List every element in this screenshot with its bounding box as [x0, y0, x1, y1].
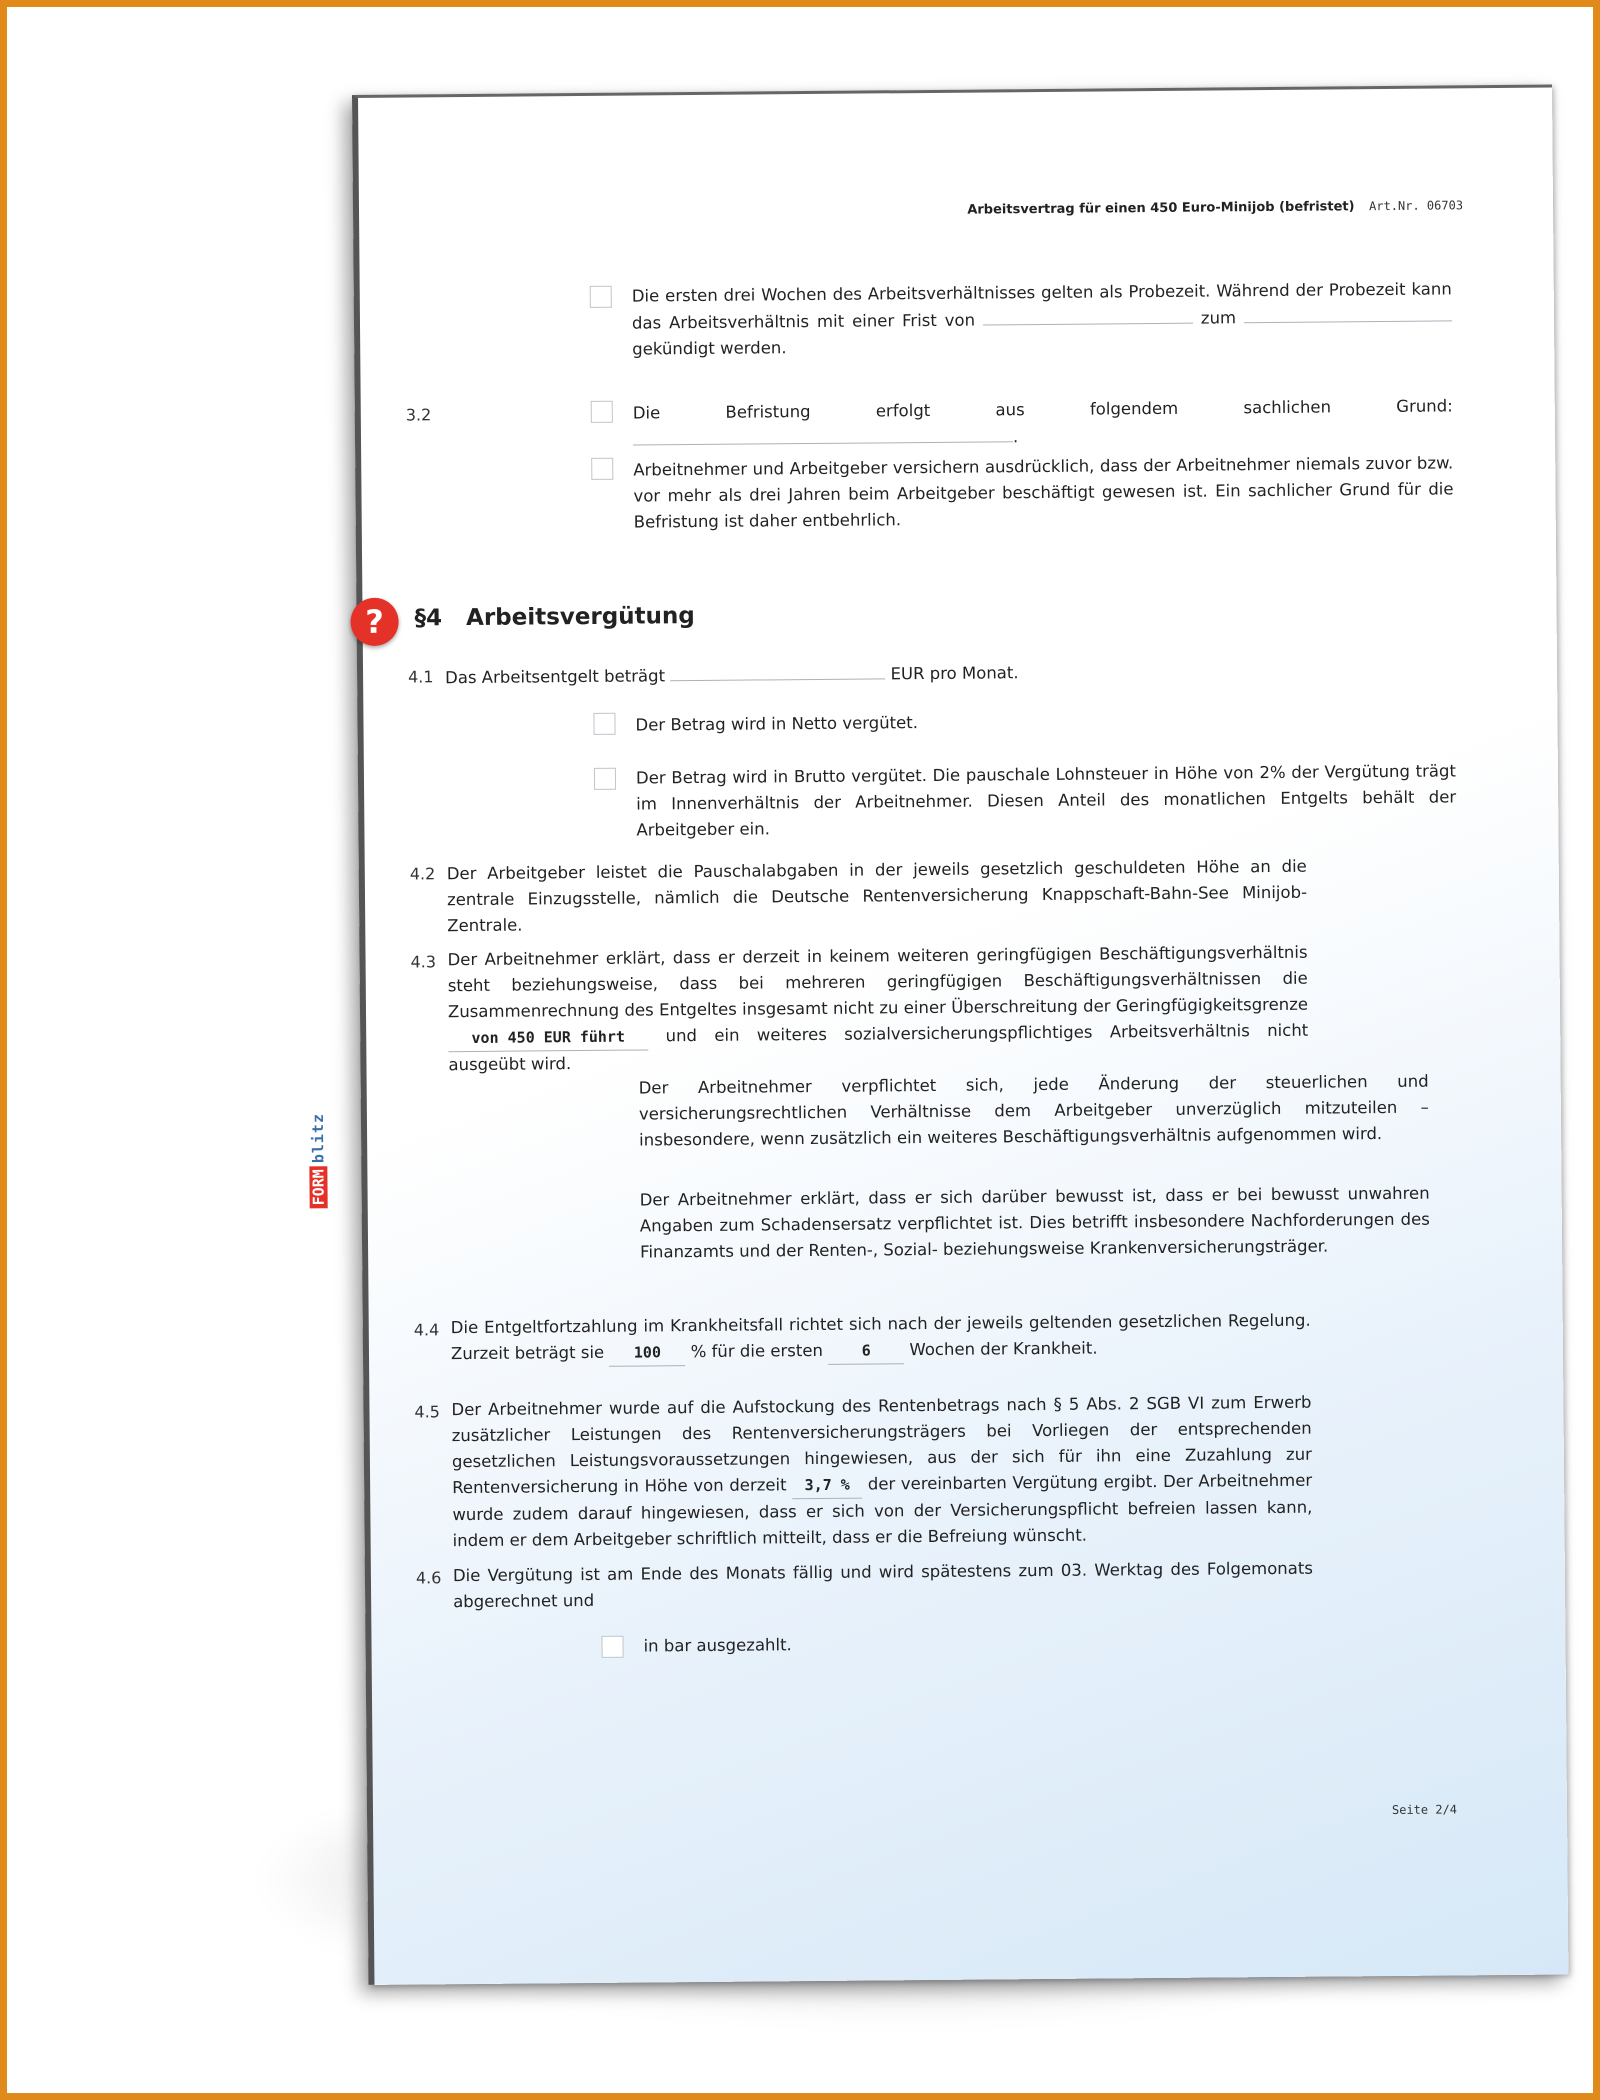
section-heading-4	[414, 603, 694, 631]
arbeitsentgelt-field[interactable]	[670, 660, 885, 681]
clause-number-4-4: 4.4	[413, 1320, 440, 1340]
option-netto: Der Betrag wird in Netto vergütet.	[635, 713, 919, 735]
clause-3-2-text: Die Befristung erfolgt aus folgendem sachlichen Grund: .	[632, 396, 1453, 447]
frist-field[interactable]	[983, 305, 1193, 326]
clause-4-3-para-3: Der Arbeitnehmer erklärt, dass er sich darüber bewusst ist, dass er bei bewusst unwahren Angaben zum Schadensersatz verpflichtet ist. Dies betrifft insbesondere Nachforderungen des Finanzamts und der Renten-, Sozial- beziehungsweise Krankenversicherungsträger.	[639, 1183, 1430, 1262]
document-page-wrap	[308, 84, 1576, 1984]
clause-number-4-2: 4.2	[409, 864, 436, 884]
checkbox-netto[interactable]	[593, 713, 615, 735]
clause-number-4-1: 4.1	[407, 667, 434, 687]
checkbox-bar-ausgezahlt[interactable]	[601, 1636, 623, 1658]
logo-form: FORM	[309, 1166, 327, 1208]
document-page	[308, 85, 1568, 1985]
page-number: Seite 2/4	[1391, 1802, 1458, 1817]
clause-3-2-option-2: Arbeitnehmer und Arbeitgeber versichern ausdrücklich, dass der Arbeitnehmer niemals zuvor bzw. vor mehr als drei Jahren beim Arbeitgeber beschäftigt gewesen ist. Ein sachlicher Grund für die Befristung ist daher entbehrlich.	[633, 453, 1454, 532]
clause-4-4-text: Die Entgeltfortzahlung im Krankheitsfall richtet sich nach der jeweils geltenden gesetzlichen Regelung. Zurzeit beträgt sie 100 % für die ersten 6 Wochen der Krankheit.	[451, 1308, 1311, 1369]
clause-4-3-para-2: Der Arbeitnehmer verpflichtet sich, jede Änderung der steuerlichen und versicherungsrechtlichen Verhältnisse dem Arbeitgeber unverzüglich mitzuteilen – insbesondere, wenn zusätzlich ein weiteres Beschäftigungsverhältnis aufgenommen wird.	[638, 1071, 1429, 1150]
section-number: §4	[414, 605, 443, 632]
option-bar-ausgezahlt: in bar ausgezahlt.	[643, 1635, 792, 1656]
document-title: Arbeitsvertrag für einen 450 Euro-Minijob (befristet)	[967, 199, 1355, 218]
clause-4-6-text: Die Vergütung ist am Ende des Monats fällig und wird spätestens zum 03. Werktag des Folgemonats abgerechnet und	[452, 1558, 1313, 1612]
clause-4-5-text: Der Arbeitnehmer wurde auf die Aufstockung des Rentenbetrags nach § 5 Abs. 2 SGB VI zum Erwerb zusätzlicher Leistungen des Rentenversicherungsträgers bei Vorliegen der entsprechenden gesetzlichen Leistungsvoraussetzungen hingewiesen, aus der sich für ihn eine Zuzahlung zur Rentenversicherung in Höhe von derzeit 3,7 % der vereinbarten Vergütung ergibt. Der Arbeitnehmer wurde zudem darauf hingewiesen, dass er sich von der Versicherungspflicht befreien lassen kann, indem er dem Arbeitgeber schriftlich mitteilt, dass er die Befreiung wünscht.	[451, 1392, 1313, 1551]
clause-4-3-text: Der Arbeitnehmer erklärt, dass er derzeit in keinem weiteren geringfügigen Beschäftigungsverhältnis steht beziehungsweise, dass bei mehreren geringfügigen Beschäftigungsverhältnissen die Zusammenrechnung des Entgeltes insgesamt nicht zu einer Überschreitung der Geringfügigkeitsgrenze von 450 EUR führt und ein weiteres sozialversicherungspflichtiges Arbeitsverhältnis nicht ausgeübt wird.	[447, 942, 1309, 1075]
option-brutto: Der Betrag wird in Brutto vergütet. Die pauschale Lohnsteuer in Höhe von 2% der Vergütung trägt im Innenverhältnis der Arbeitnehmer. Diesen Anteil des monatlichen Entgelts behält der Arbeitgeber ein.	[635, 761, 1457, 840]
clause-number-3-2: 3.2	[405, 405, 432, 425]
help-icon[interactable]: ?	[350, 598, 398, 646]
weeks-field[interactable]: 6	[828, 1337, 904, 1365]
sachlicher-grund-field[interactable]	[633, 423, 1013, 445]
zum-field[interactable]	[1244, 302, 1452, 323]
clause-number-4-5: 4.5	[414, 1402, 441, 1422]
formblitz-logo	[306, 1058, 329, 1208]
checkbox-sachlicher-grund[interactable]	[591, 401, 613, 423]
checkbox-brutto[interactable]	[594, 768, 616, 790]
logo-blitz: blitz	[308, 1112, 328, 1164]
geringfuegigkeit-field[interactable]: von 450 EUR führt	[448, 1023, 648, 1052]
article-number: Art.Nr. 06703	[1369, 198, 1464, 214]
document-header	[967, 192, 1463, 223]
rentenbeitrag-field[interactable]: 3,7 %	[792, 1472, 862, 1500]
section-title: Arbeitsvergütung	[465, 603, 695, 632]
probezeit-clause: Die ersten drei Wochen des Arbeitsverhältnisses gelten als Probezeit. Während der Probezeit kann das Arbeitsverhältnis mit einer Frist von zum gekündigt werden.	[631, 279, 1452, 359]
clause-4-2-text: Der Arbeitgeber leistet die Pauschalabgaben in der jeweils gesetzlich geschuldeten Höhe an die zentrale Einzugsstelle, nämlich die Deutsche Rentenversicherung Knappschaft-Bahn-See Minijob-Zentrale.	[446, 856, 1308, 936]
percent-field[interactable]: 100	[609, 1339, 685, 1367]
clause-number-4-3: 4.3	[410, 952, 437, 972]
clause-number-4-6: 4.6	[415, 1568, 442, 1588]
checkbox-probezeit[interactable]	[590, 286, 612, 308]
clause-4-1-text: Das Arbeitsentgelt beträgt EUR pro Monat.	[445, 657, 1265, 691]
checkbox-keine-vorbeschaeftigung[interactable]	[591, 458, 613, 480]
